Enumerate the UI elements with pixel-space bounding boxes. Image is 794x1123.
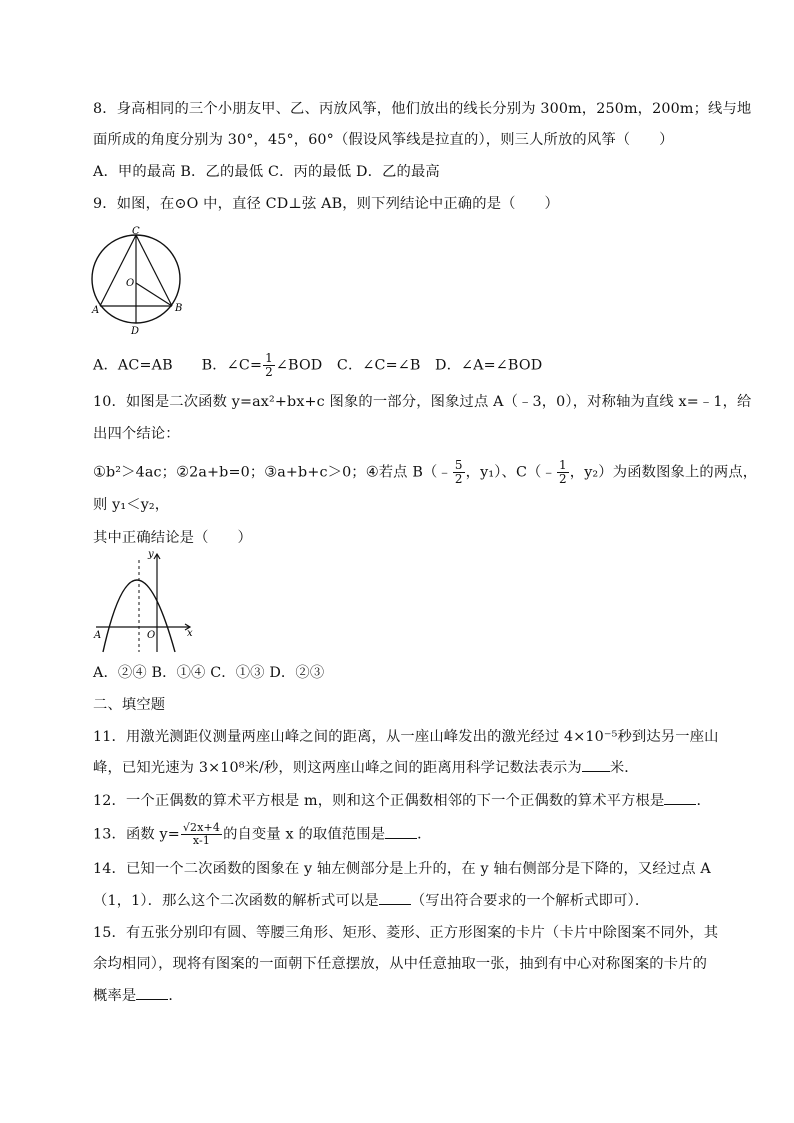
- q11-line2-text: 峰，已知光速为 3×10⁸米/秒，则这两座山峰之间的距离用科学记数法表示为: [93, 760, 582, 776]
- q10-line5: 其中正确结论是（ ）: [93, 530, 252, 546]
- q13-text-post: 的自变量 x 的取值范围是: [223, 826, 386, 843]
- q10-label-x: x: [187, 628, 193, 639]
- q13-answer-blank: [385, 826, 417, 839]
- q15-line2: 余均相同），现将有图案的一面朝下任意摆放，从中任意抽取一张，抽到有中心对称图案的卡片的: [93, 956, 708, 972]
- q14-line2-text: （1，1）．那么这个二次函数的解析式可以是: [93, 893, 379, 909]
- q14-line2-end: （写出符合要求的一个解析式即可）．: [410, 893, 650, 909]
- q12-end: ．: [696, 793, 711, 809]
- q11-line1: 11．用激光测距仪测量两座山峰之间的距离，从一座山峰发出的激光经过 4×10⁻⁵秒到达另一座山: [93, 729, 719, 745]
- q10-f2-denominator: 2: [558, 472, 567, 486]
- q8-line2: 面所成的角度分别为 30°，45°，60°（假设风筝线是拉直的），则三人所放的风筝（ ）: [93, 132, 674, 148]
- q10-line4: 则 y₁＜y₂，: [93, 497, 170, 513]
- q15-line3-text: 概率是: [93, 988, 137, 1004]
- q9-label-b: B: [175, 303, 183, 314]
- q14-line1: 14．已知一个二次函数的图象在 y 轴左侧部分是上升的，在 y 轴右侧部分是下降的，又经过点 A: [93, 861, 711, 877]
- q10-line3-part2: ，y₁）、C（﹣: [465, 464, 556, 481]
- q11-line2: [93, 758, 639, 778]
- q9-option-text-a: A．AC=AB B．∠C=: [93, 357, 263, 374]
- q9-options: [93, 352, 542, 379]
- q14-answer-blank: [379, 892, 411, 905]
- q9-option-text-rest: ∠BOD C．∠C=∠B D．∠A=∠BOD: [275, 357, 543, 374]
- q10-parabola-figure: [90, 548, 200, 656]
- q14-line2: [93, 891, 649, 911]
- q12-line: [93, 791, 711, 811]
- q8-options: A．甲的最高 B．乙的最低 C．丙的最低 D．乙的最高: [93, 164, 440, 180]
- q11-line2-end: 米．: [609, 760, 639, 776]
- q13-denominator: x-1: [192, 834, 211, 847]
- q9-fraction-half: [263, 352, 275, 379]
- q9-stem: 9．如图，在⊙O 中，直径 CD⊥弦 AB，则下列结论中正确的是（ ）: [93, 196, 559, 212]
- q13-function-fraction: [181, 822, 222, 847]
- q9-label-o: O: [126, 278, 135, 289]
- q9-circle-figure: [88, 226, 198, 334]
- q9-label-a: A: [92, 305, 100, 316]
- q9-label-c: C: [132, 226, 140, 237]
- q10-line2: 出四个结论：: [93, 426, 180, 442]
- q10-f2-numerator: 1: [558, 458, 567, 472]
- q13-text-pre: 13．函数 y=: [93, 826, 180, 843]
- q15-line1: 15．有五张分别印有圆、等腰三角形、矩形、菱形、正方形图案的卡片（卡片中除图案不同外，其: [93, 925, 719, 941]
- q10-label-a: A: [94, 630, 102, 641]
- q11-answer-blank: [582, 759, 610, 772]
- q10-line3-part3: ，y₂）为函数图象上的两点，: [569, 464, 758, 481]
- q12-text: 12．一个正偶数的算术平方根是 m，则和这个正偶数相邻的下一个正偶数的算术平方根是: [93, 793, 665, 809]
- q10-line3-part1: ①b²＞4ac；②2a+b=0；③a+b+c＞0；④若点 B（﹣: [93, 464, 452, 481]
- q10-f1-numerator: 5: [454, 458, 463, 472]
- q10-line1: 10．如图是二次函数 y=ax²+bx+c 图象的一部分，图象过点 A（﹣3，0），对称轴为直线 x=﹣1，给: [93, 394, 752, 410]
- q13-end: ．: [417, 826, 432, 843]
- q15-line3: [93, 986, 183, 1006]
- q10-options: A．②④ B．①④ C．①③ D．②③: [93, 665, 325, 681]
- q13-line: [93, 822, 432, 847]
- q10-line3: [93, 459, 757, 486]
- q8-line1: 8．身高相同的三个小朋友甲、乙、丙放风筝，他们放出的线长分别为 300m，250m，200m；线与地: [93, 101, 752, 117]
- q12-answer-blank: [664, 792, 696, 805]
- q9-label-d: D: [131, 326, 140, 334]
- section-heading-fill-in: 二、填空题: [93, 697, 166, 713]
- q13-numerator: √2x+4: [182, 821, 221, 834]
- q9-half-numerator: 1: [265, 351, 273, 365]
- q10-fraction-5-2: [453, 459, 465, 486]
- q10-fraction-1-2: [557, 459, 569, 486]
- q15-answer-blank: [136, 987, 168, 1000]
- q9-half-denominator: 2: [265, 365, 273, 379]
- q15-line3-end: ．: [168, 988, 183, 1004]
- q10-label-o: O: [147, 630, 156, 641]
- q10-label-y: y: [148, 549, 154, 560]
- q10-f1-denominator: 2: [454, 472, 463, 486]
